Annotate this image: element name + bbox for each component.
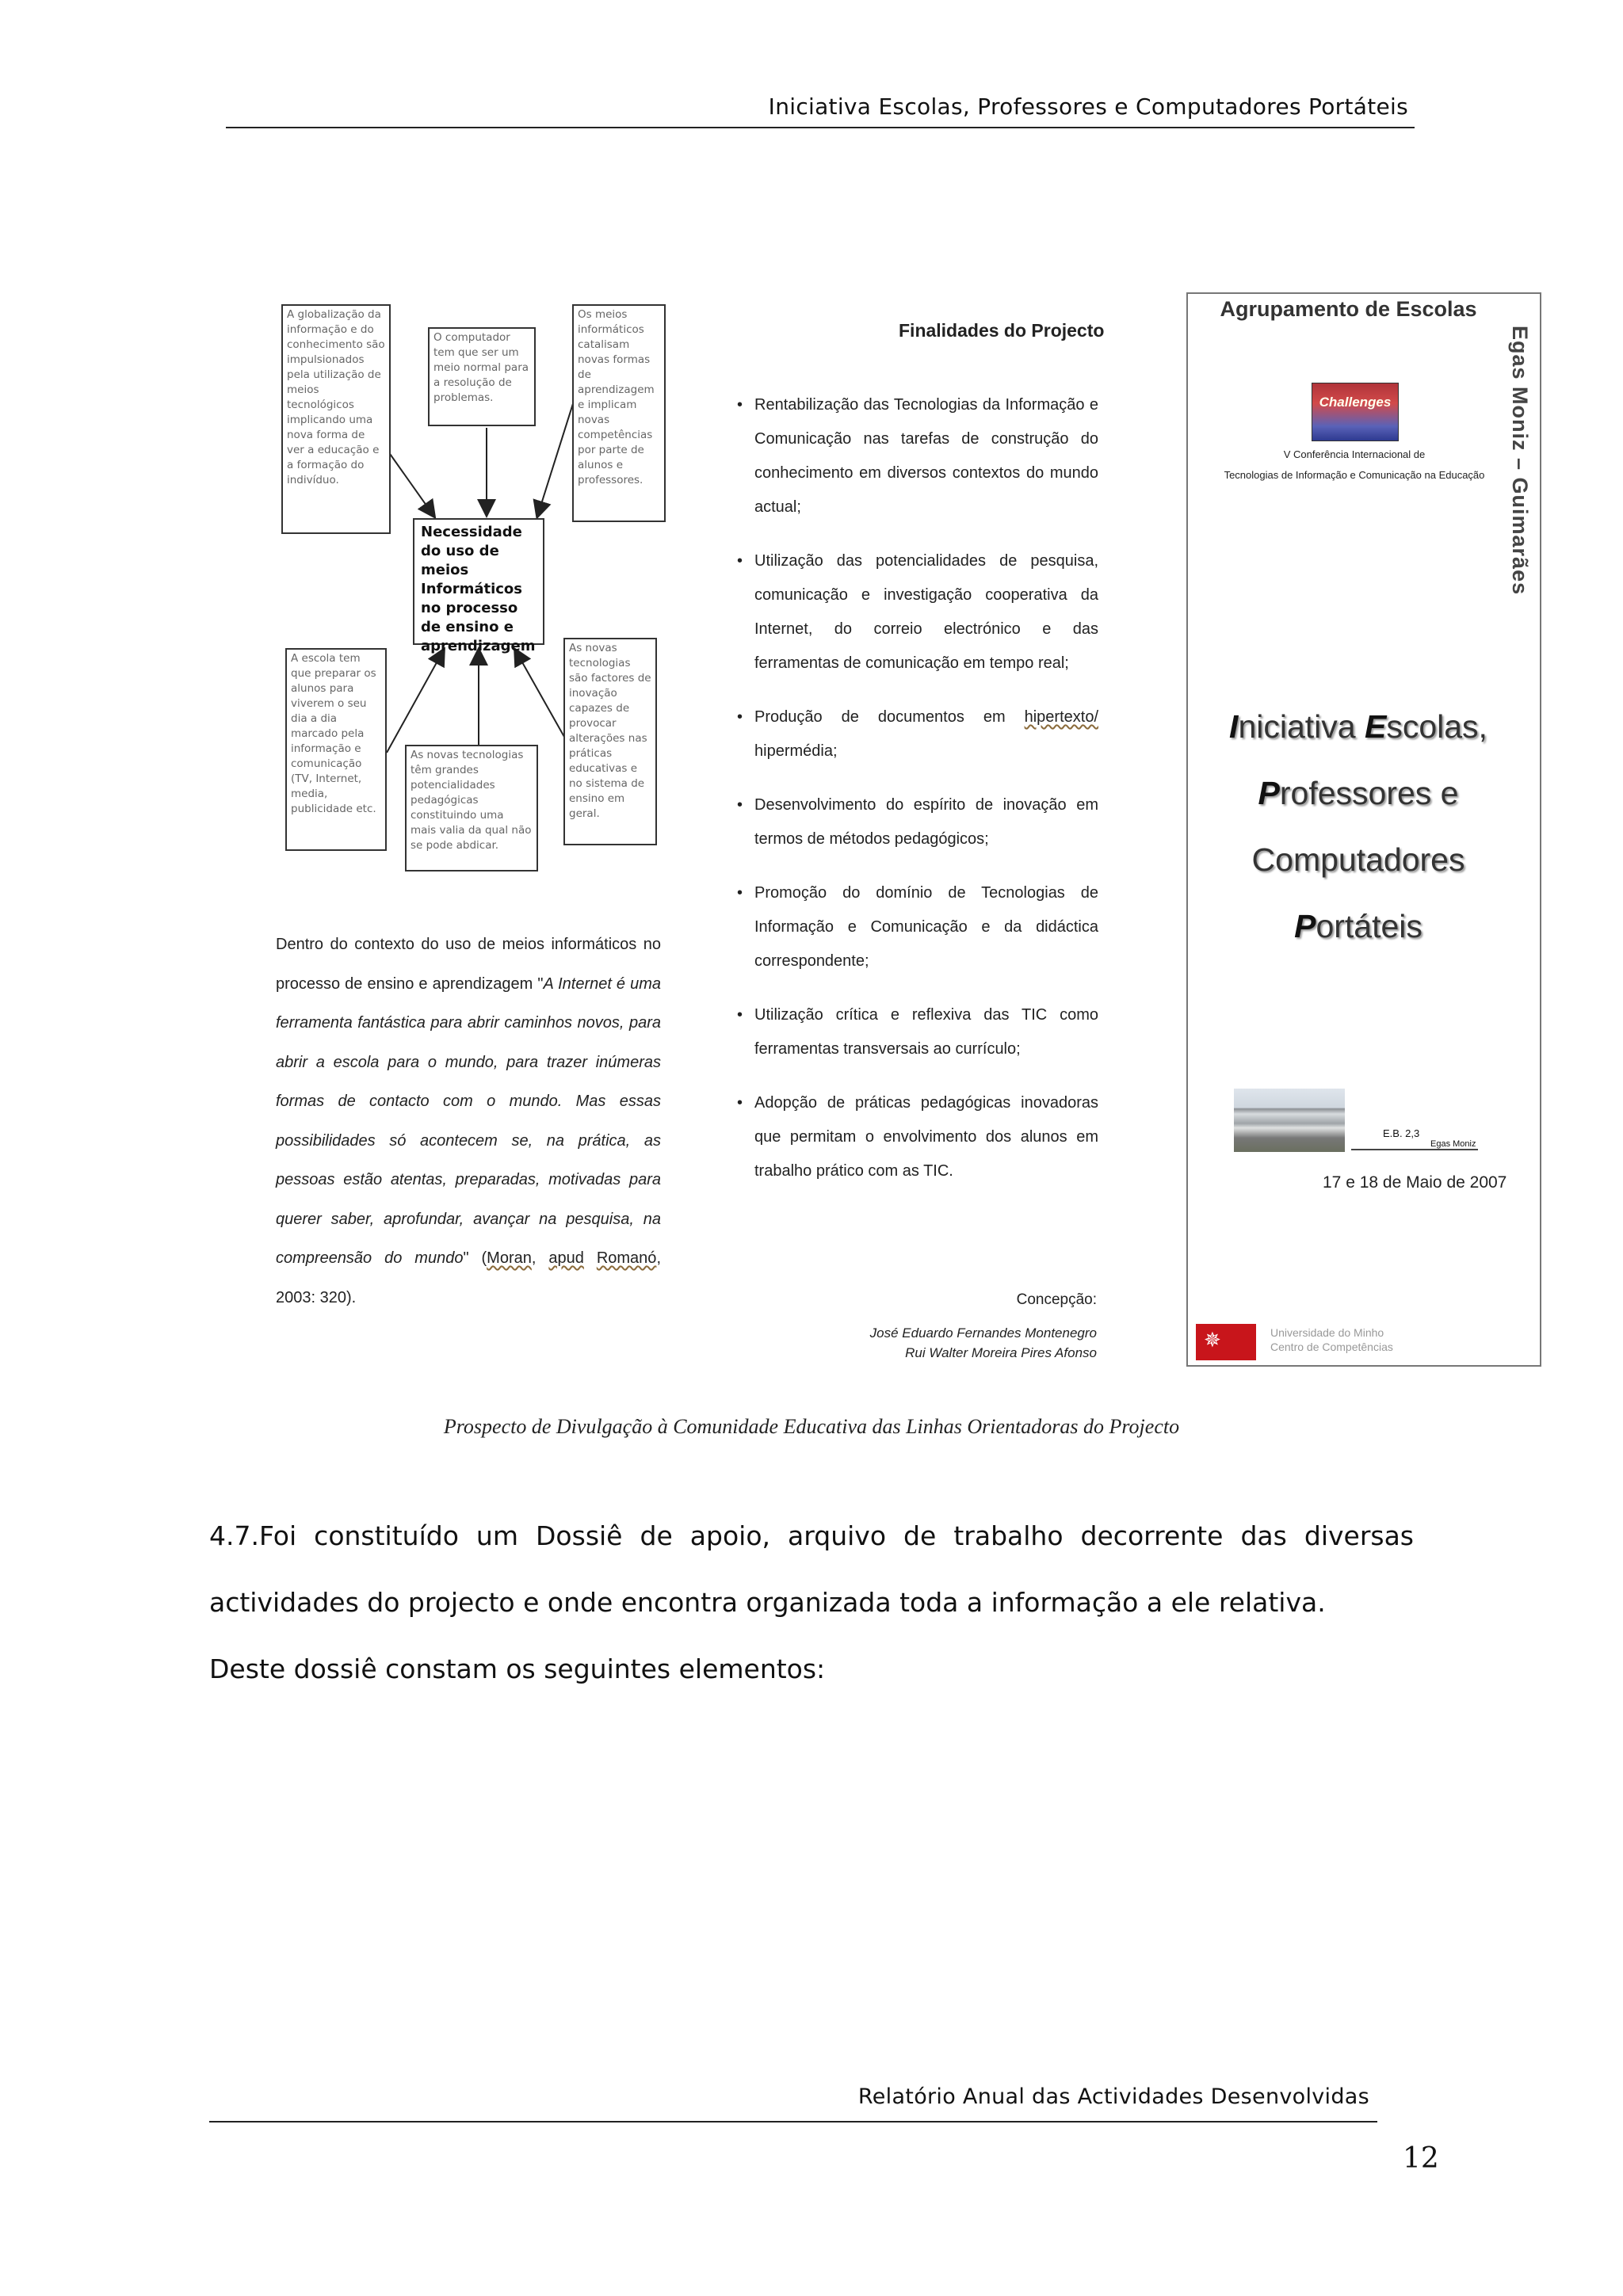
citation-apud: apud — [548, 1249, 584, 1267]
figure-caption: Prospecto de Divulgação à Comunidade Educativa das Linhas Orientadoras do Projecto — [443, 1415, 1180, 1438]
event-date: 17 e 18 de Maio de 2007 — [1323, 1173, 1507, 1192]
box-factores-inovacao: As novas tecnologias são factores de inovação capazes de provocar alterações nas práticas educativas e no sistema de ensino em geral. — [563, 638, 657, 845]
footer-title: Relatório Anual das Actividades Desenvolvidas — [857, 2084, 1369, 2109]
concepcao-authors: José Eduardo Fernandes Montenegro Rui Walter Moreira Pires Afonso — [869, 1325, 1097, 1360]
box-globalizacao: A globalização da informação e do conhecimento são impulsionados pela utilização de meios tecnológicos implicando uma nova forma de ver a educação e a formação do indivíduo. — [281, 304, 391, 534]
header-title: Iniciativa Escolas, Professores e Computadores Portáteis — [768, 93, 1408, 120]
cover-vertical-text: Egas Moniz – Guimarães — [1508, 326, 1532, 596]
box-escola: A escola tem que preparar os alunos para viverem o seu dia a dia marcado pela informação e comunicação (TV, Internet, media, publicidade etc. — [285, 648, 387, 851]
citation-author: Moran — [487, 1249, 532, 1267]
list-item: • Adopção de práticas pedagógicas inovadoras que permitam o envolvimento dos alunos em trabalho prático com as TIC. — [737, 1086, 1098, 1188]
list-item: • Utilização das potencialidades de pesquisa, comunicação e investigação cooperativa da Internet, do correio electrónico e das ferramentas de comunicação em tempo real; — [737, 544, 1098, 681]
school-label: E.B. 2,3 Egas Moniz — [1351, 1127, 1478, 1150]
list-item: • Produção de documentos em hipertexto/ hipermédia; — [737, 700, 1098, 769]
school-photo — [1234, 1089, 1345, 1152]
uminho-text: Universidade do Minho Centro de Competências — [1270, 1326, 1393, 1353]
citation-author2: Romanó — [596, 1249, 657, 1267]
list-item: • Rentabilização das Tecnologias da Informação e Comunicação nas tarefas de construção do conhecimento em diversos contextos do mundo actual; — [737, 388, 1098, 524]
body-paragraph: 4.7.Foi constituído um Dossiê de apoio, arquivo de trabalho decorrente das diversas actividades do projecto e onde encontra organizada toda a informação a ele relativa. Deste dossiê constam os seguintes elementos: — [209, 1520, 1414, 1684]
brochure-cover — [1186, 292, 1541, 1367]
cover-heading: Iniciativa Escolas, Professores e Computadores Portáteis — [1229, 708, 1487, 944]
finalidades-list — [737, 388, 1098, 1208]
challenges-logo: Challenges — [1312, 383, 1399, 441]
concepcao-label: Concepção: — [1016, 1291, 1097, 1308]
finalidades-title: Finalidades do Projecto — [899, 320, 1105, 341]
cover-title: Agrupamento de Escolas — [1220, 297, 1477, 321]
list-item: • Desenvolvimento do espírito de inovação em termos de métodos pedagógicos; — [737, 788, 1098, 856]
uminho-logo-icon — [1196, 1324, 1256, 1360]
list-item: • Promoção do domínio de Tecnologias de Informação e Comunicação e da didáctica correspondente; — [737, 876, 1098, 978]
box-center-necessidade: Necessidade do uso de meios Informáticos no processo de ensino e aprendizagem — [413, 518, 544, 645]
box-meios: Os meios informáticos catalisam novas formas de aprendizagem e implicam novas competências por parte de alunos e professores. — [572, 304, 666, 522]
conference-text: V Conferência Internacional de Tecnologias de Informação e Comunicação na Educação — [1224, 448, 1485, 481]
box-computador: O computador tem que ser um meio normal para a resolução de problemas. — [428, 327, 536, 426]
page-footer — [209, 2080, 1377, 2122]
quote: A Internet é uma ferramenta fantástica para abrir caminhos novos, para abrir a escola para o mundo, para trazer inúmeras formas de contacto com o mundo. Mas essas possibilidades só acontecem se, na prática, as pessoas estão atentas, preparadas, motivadas para querer saber, aprofundar, avançar na pesquisa, na compreensão do mundo — [276, 974, 661, 1267]
page-number: 12 — [1403, 2142, 1439, 2175]
diagram-paragraph: Dentro do contexto do uso de meios informáticos no processo de ensino e aprendizagem "A Internet é uma ferramenta fantástica para abrir caminhos novos, para abrir a escola para o mundo, para trazer inúmeras formas de contacto com o mundo. Mas essas possibilidades só acontecem se, na prática, as pessoas estão atentas, preparadas, motivadas para querer saber, aprofundar, avançar na pesquisa, na compreensão do mundo" (Moran, apud Romanó, 2003: 320). — [276, 936, 661, 1306]
list-item: • Utilização crítica e reflexiva das TIC como ferramentas transversais ao currículo; — [737, 998, 1098, 1066]
box-novas-tecnologias: As novas tecnologias têm grandes potencialidades pedagógicas constituindo uma mais valia da qual não se pode abdicar. — [405, 745, 538, 871]
